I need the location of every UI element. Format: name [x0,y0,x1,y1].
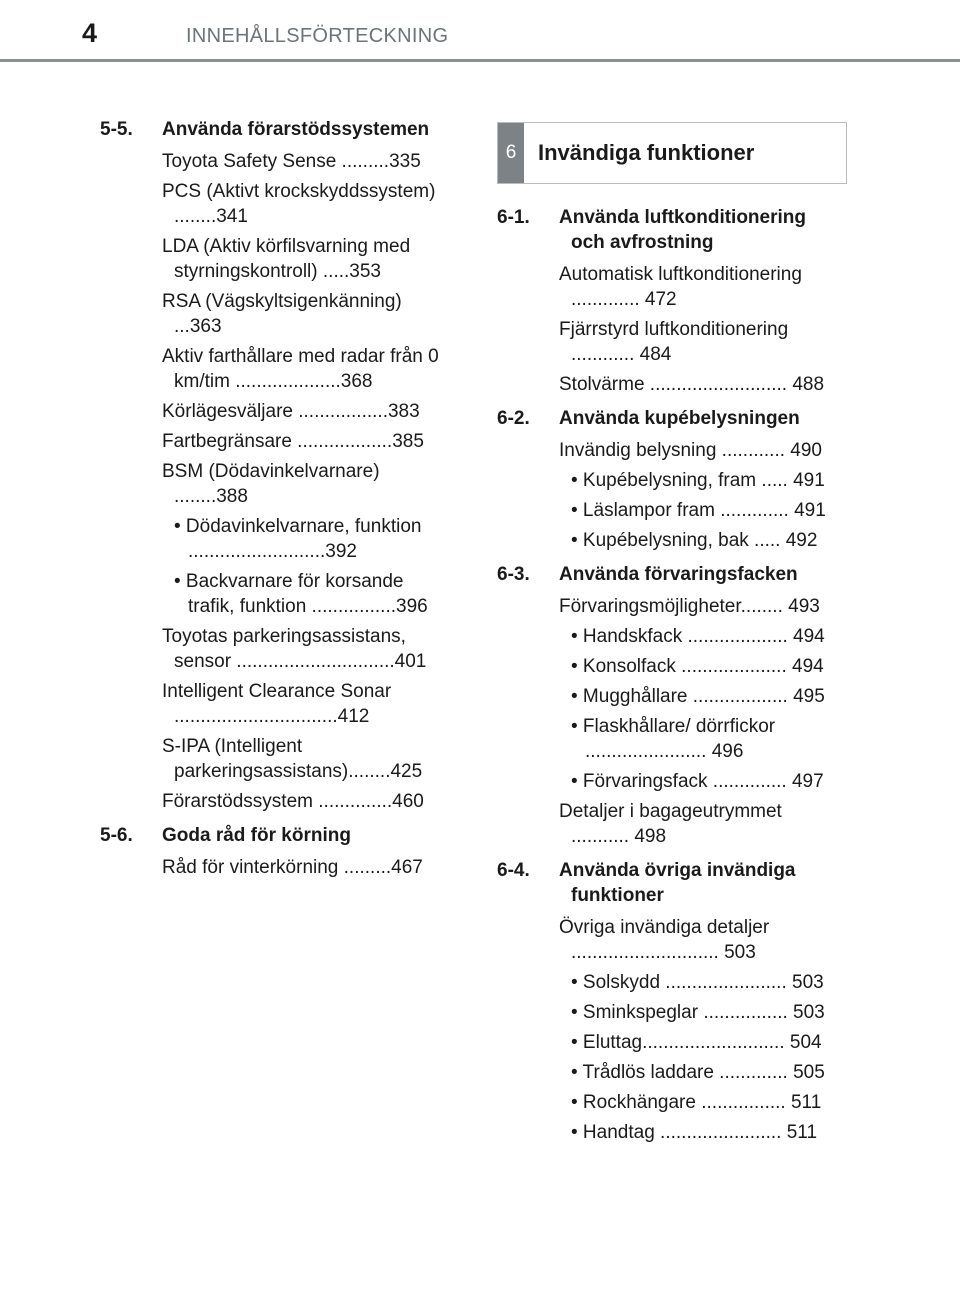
entry-text: • Kupébelysning, bak ..... 492 [571,530,818,551]
section-title: Använda förvaringsfacken [559,564,798,585]
entry-text: • Kupébelysning, fram ..... 491 [571,470,825,491]
entry-text: • Handtag ....................... 511 [571,1122,818,1143]
toc-sub-entry[interactable] [559,528,837,553]
entry-text: • Mugghållare .................. 495 [571,686,825,707]
entry-text: • Eluttag........................... 504 [571,1032,822,1053]
chapter-box [497,122,847,184]
toc-sub-entry[interactable] [559,654,837,679]
section-heading[interactable] [497,858,837,908]
entry-text: • Flaskhållare/ dörrfickor ....................... 496 [571,716,776,762]
toc-entry[interactable] [162,429,450,454]
page-header [0,0,960,64]
entry-list [497,594,837,849]
entry-text: Automatisk luftkonditionering ............. 472 [559,264,802,310]
toc-entry[interactable] [162,149,450,174]
section-title: Använda övriga invändiga funktioner [559,860,796,906]
toc-sub-entry[interactable] [559,468,837,493]
entry-text: BSM (Dödavinkelvarnare) ........388 [162,461,380,507]
toc-sub-entry[interactable] [559,1060,837,1085]
entry-text: Toyota Safety Sense .........335 [162,151,421,172]
entry-text: Förvaringsmöjligheter........ 493 [559,596,820,617]
toc-entry[interactable] [162,855,450,880]
chapter-title: INNEHÅLLSFÖRTECKNING [186,25,449,47]
entry-text: • Förvaringsfack .............. 497 [571,771,824,792]
entry-text: Övriga invändiga detaljer ............................ 503 [559,917,770,963]
entry-text: LDA (Aktiv körfilsvarning med styrningskontroll) .....353 [162,236,411,282]
entry-text: • Sminkspeglar ................ 503 [571,1002,825,1023]
entry-text: • Solskydd ....................... 503 [571,972,824,993]
toc-entry[interactable] [162,289,450,339]
toc-entry[interactable] [162,399,450,424]
section-number: 6-4. [497,860,530,881]
toc-entry[interactable] [559,262,837,312]
entry-list [100,149,450,814]
toc-entry[interactable] [162,734,450,784]
chapter-box-title: Invändiga funktioner [538,140,755,165]
toc-entry[interactable] [559,799,837,849]
entry-text: S-IPA (Intelligent parkeringsassistans)........425 [162,736,423,782]
entry-text: Förarstödssystem ..............460 [162,791,424,812]
toc-entry[interactable] [559,438,837,463]
entry-text: RSA (Vägskyltsigenkänning) ...363 [162,291,402,337]
entry-list [497,262,837,397]
toc-entry[interactable] [162,344,450,394]
toc-sub-entry[interactable] [559,624,837,649]
section-number: 6-1. [497,207,530,228]
toc-entry[interactable] [162,679,450,729]
entry-text: Detaljer i bagageutrymmet ........... 498 [559,801,782,847]
toc-section [497,858,837,1145]
toc-sub-entry[interactable] [559,498,837,523]
toc-section [497,562,837,849]
header-rule [0,59,960,62]
toc-entry[interactable] [162,624,450,674]
toc-sub-entry[interactable] [559,769,837,794]
section-title: Använda luftkonditionering och avfrostning [559,207,806,253]
section-title: Använda kupébelysningen [559,408,800,429]
toc-entry[interactable] [559,317,837,367]
entry-text: Fartbegränsare ..................385 [162,431,424,452]
entry-text: • Handskfack ................... 494 [571,626,825,647]
toc-sub-entry[interactable] [559,1120,837,1145]
toc-sub-entry[interactable] [559,684,837,709]
toc-section [100,823,450,880]
toc-section [497,406,837,553]
entry-text: • Backvarnare för korsande trafik, funktion ................396 [174,571,428,617]
toc-left-column [100,117,450,889]
entry-text: Invändig belysning ............ 490 [559,440,822,461]
section-heading[interactable] [100,117,450,142]
section-title: Goda råd för körning [162,825,351,846]
section-title: Använda förarstödssystemen [162,119,430,140]
section-number: 5-5. [100,119,133,140]
toc-entry[interactable] [559,915,837,965]
section-heading[interactable] [100,823,450,848]
toc-entry[interactable] [559,372,837,397]
entry-text: PCS (Aktivt krockskyddssystem) ........341 [162,181,436,227]
toc-sub-entry[interactable] [559,1090,837,1115]
toc-entry[interactable] [162,789,450,814]
toc-sub-entry[interactable] [559,970,837,995]
entry-text: Råd för vinterkörning .........467 [162,857,423,878]
toc-entry[interactable] [162,459,450,509]
toc-sub-entry[interactable] [559,1030,837,1055]
entry-text: Stolvärme .......................... 488 [559,374,825,395]
entry-text: Körlägesväljare .................383 [162,401,420,422]
section-number: 6-3. [497,564,530,585]
entry-text: Toyotas parkeringsassistans, sensor ..............................401 [162,626,427,672]
toc-entry[interactable] [162,234,450,284]
toc-entry[interactable] [559,594,837,619]
entry-text: • Läslampor fram ............. 491 [571,500,826,521]
entry-list [497,438,837,553]
entry-text: Aktiv farthållare med radar från 0 km/tim ....................368 [162,346,439,392]
toc-right-column [497,205,837,1154]
toc-sub-entry[interactable] [162,569,450,619]
toc-sub-entry[interactable] [162,514,450,564]
entry-text: • Rockhängare ................ 511 [571,1092,822,1113]
entry-list [100,855,450,880]
section-heading[interactable] [497,205,837,255]
entry-text: • Dödavinkelvarnare, funktion ..........................392 [174,516,422,562]
chapter-number-tab: 6 [498,123,524,183]
section-heading[interactable] [497,406,837,431]
section-number: 6-2. [497,408,530,429]
toc-section [100,117,450,814]
page-number: 4 [82,18,98,48]
entry-text: • Trådlös laddare ............. 505 [571,1062,825,1083]
entry-text: • Konsolfack .................... 494 [571,656,824,677]
toc-section [497,205,837,397]
section-number: 5-6. [100,825,133,846]
entry-list [497,915,837,1145]
entry-text: Intelligent Clearance Sonar ...............................412 [162,681,392,727]
toc-sub-entry[interactable] [559,714,837,764]
toc-sub-entry[interactable] [559,1000,837,1025]
section-heading[interactable] [497,562,837,587]
entry-text: Fjärrstyrd luftkonditionering ............ 484 [559,319,789,365]
toc-entry[interactable] [162,179,450,229]
